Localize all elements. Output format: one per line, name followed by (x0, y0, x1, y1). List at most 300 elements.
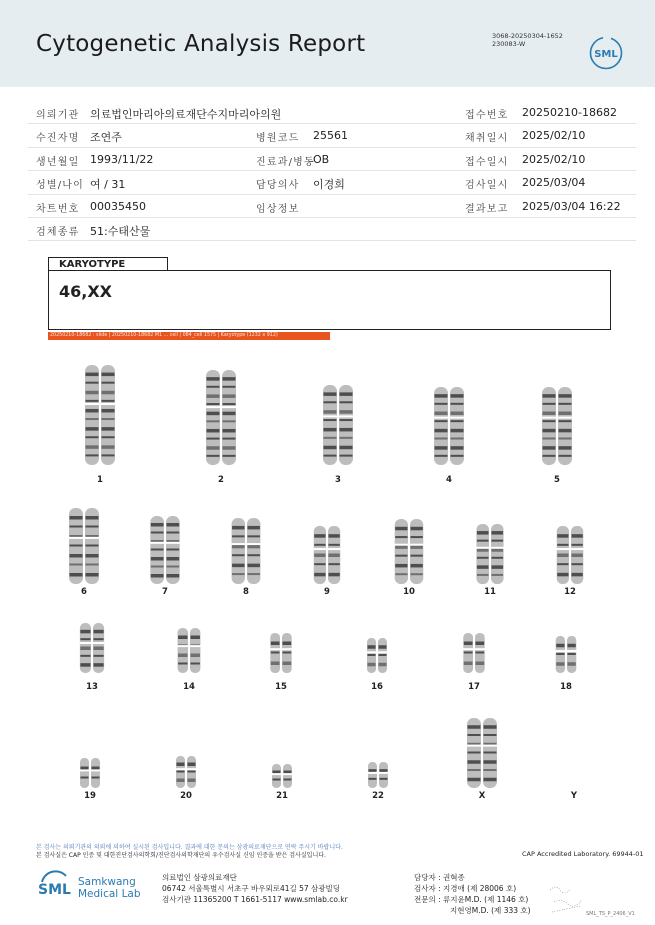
clinical-label: 임상정보 (256, 203, 300, 215)
chromosome-band (102, 427, 115, 431)
chromosome-pair-17 (463, 633, 485, 673)
chromosome-band (556, 644, 564, 648)
chromosome-band (178, 654, 187, 658)
chromosome-band (451, 429, 464, 433)
centromere (339, 415, 354, 417)
chromosome-band (248, 564, 260, 568)
chromosome-band (492, 531, 504, 535)
chromosome-band (191, 636, 200, 640)
chromosome-band (324, 455, 337, 457)
company-logo (36, 868, 161, 912)
address-line1: 의료법인 삼광의료재단 (162, 873, 237, 882)
chromosome-band (468, 760, 481, 764)
centromere (556, 548, 569, 550)
chromosome-pair-2 (206, 370, 237, 465)
chromosome-band (86, 427, 99, 431)
chromosome-label: 1 (97, 475, 103, 485)
centromere (434, 417, 449, 419)
chromosome-band (543, 420, 556, 422)
chromosome-band (151, 574, 164, 578)
chromosome-band (572, 534, 583, 538)
chromosome-label: Y (570, 791, 578, 801)
chromosome-pair-14 (177, 628, 201, 673)
staff-line1: 담당자 : 권혁종 (414, 873, 465, 882)
svg-text:SML: SML (38, 882, 71, 898)
document-id (492, 32, 563, 48)
chromosome-band (167, 566, 180, 568)
chromosome-band (543, 429, 556, 433)
hospital-code-label: 병원코드 (256, 133, 300, 145)
chromosome-band (86, 418, 99, 420)
karyogram-caption-bar: 20250210-18682 : slide | 20250210-18682 M1 ... cell | 084_cell 1575 | Karyotype (1232 x 912) (48, 332, 330, 340)
centromere (379, 772, 389, 774)
chromosome-pair-3 (323, 385, 354, 465)
doctor-value: 이경희 (313, 178, 345, 192)
centromere (176, 768, 186, 770)
centromere (80, 769, 90, 771)
institution-value: 의료법인마리아의료재단수지마리아의원 (90, 108, 282, 121)
chromosome-band (468, 734, 481, 736)
chromosome-band (86, 454, 99, 456)
chromosome-band (86, 436, 99, 438)
chromosome-band (369, 778, 377, 780)
chromosome-band (380, 778, 388, 780)
chromosome-band (435, 429, 448, 433)
chromosome-band (411, 555, 423, 557)
chromosome-label: 11 (484, 587, 496, 597)
staff-line4: 지현영M.D. (제 333 호) (450, 906, 531, 915)
chromosome-band (86, 382, 99, 384)
chromosome-band (86, 373, 99, 377)
chromosome-band (223, 377, 236, 381)
chromosome-pair-4 (434, 387, 465, 465)
report-value: 2025/03/04 16:22 (522, 199, 621, 213)
chromosome-band (151, 532, 164, 534)
chromosome-band (329, 573, 340, 577)
chromosome (80, 758, 89, 788)
info-row (28, 101, 636, 124)
centromere (567, 650, 577, 652)
centromere (558, 417, 573, 419)
chromosome-band (543, 455, 556, 457)
chromosome-band (435, 403, 448, 405)
chromosome-band (484, 752, 497, 754)
chromosome-band (411, 564, 423, 568)
chromosome-band (94, 638, 104, 640)
centromere (368, 772, 378, 774)
chromosome-pair-8 (231, 518, 261, 584)
chromosome (558, 387, 572, 465)
centromere (69, 537, 84, 539)
chromosome (542, 387, 556, 465)
chromosome-label: 18 (560, 682, 572, 692)
info-row (28, 148, 636, 171)
centromere (491, 547, 505, 549)
chromosome-band (324, 428, 337, 432)
chromosome-band (102, 436, 115, 438)
chromosome-band (411, 536, 423, 538)
chromosome-band (324, 419, 337, 421)
chromosome-band (451, 403, 464, 405)
chromosome-pair-13 (79, 623, 104, 673)
document-id-line1: 3068-20250304-1652 (492, 32, 563, 40)
staff-info (414, 872, 531, 916)
chromosome-band (395, 564, 407, 568)
centromere (79, 642, 91, 644)
chromosome-band (477, 574, 489, 576)
chromosome-band (451, 412, 464, 416)
centromere (555, 650, 565, 652)
chromosome-band (464, 662, 473, 666)
chromosome-band (379, 663, 387, 667)
chromosome-band (80, 638, 90, 640)
chromosome (339, 385, 353, 465)
centromere (85, 403, 100, 405)
chromosome-band (80, 663, 90, 667)
chromosome-band (70, 573, 83, 577)
chromosome (450, 387, 464, 465)
chromosome-band (395, 573, 407, 575)
chromosome-pair-1 (85, 365, 116, 465)
chromosome-band (492, 574, 504, 576)
chromosome-band (314, 563, 325, 565)
chromosome-band (329, 563, 340, 565)
chromosome-band (568, 644, 576, 648)
chromosome-band (207, 403, 220, 405)
chromosome-band (223, 420, 236, 422)
address-line3: 검사기관 11365200 T 1661-5117 www.smlab.co.kr (162, 895, 348, 904)
chromosome-band (477, 565, 489, 569)
chromosome-band (232, 526, 244, 530)
staff-line3: 전문의 : 류지윤M.D. (제 1146 호) (414, 895, 529, 904)
chromosome-band (324, 437, 337, 439)
chromosome-band (167, 523, 180, 527)
chromosome-band (273, 779, 281, 781)
chromosome-band (70, 545, 83, 547)
chromosome-band (329, 554, 340, 558)
chromosome-band (556, 662, 564, 666)
chromosome-band (248, 526, 260, 530)
chromosome-pair-X (467, 718, 498, 788)
centromere (476, 547, 490, 549)
chromosome (379, 762, 388, 788)
chromosome-band (395, 527, 407, 531)
chromosome (206, 370, 220, 465)
document-id-line2: 230083-W (492, 40, 526, 48)
chromosome-band (151, 566, 164, 568)
chromosome-band (492, 557, 504, 559)
chromosome-pair-5 (542, 387, 573, 465)
chromosome-band (81, 777, 89, 779)
chromosome-band (86, 391, 99, 395)
chromosome-band (232, 545, 244, 549)
chromosome-band (476, 662, 485, 666)
chromosome-band (86, 573, 99, 577)
exam-value: 2025/03/04 (522, 176, 586, 190)
report-header (0, 0, 655, 87)
chromosome-band (557, 544, 568, 546)
form-code: SML_TS_P_2406_V1 (586, 911, 635, 917)
chromosome-band (167, 532, 180, 534)
chromosome-band (411, 573, 423, 575)
collection-label: 채취일시 (465, 133, 509, 145)
chromosome-band (559, 429, 572, 433)
chromosome-band (572, 563, 583, 565)
centromere (542, 417, 557, 419)
chromosome-band (207, 386, 220, 388)
chromosome-label: 22 (372, 791, 384, 801)
karyotype-value: 46,XX (59, 282, 113, 301)
chromosome-band (435, 438, 448, 440)
chromosome-band (329, 534, 340, 538)
chromosome-band (207, 377, 220, 381)
chromosome-band (559, 438, 572, 440)
chromosome-label: 10 (403, 587, 415, 597)
chromosome-label: 21 (276, 791, 288, 801)
centromere (282, 648, 293, 650)
chromosome-band (207, 446, 220, 450)
dept-value: OB (313, 152, 330, 166)
chromosome-band (248, 535, 260, 537)
chromosome-band (557, 534, 568, 538)
collection-value: 2025/02/10 (522, 129, 586, 143)
chromosome-band (435, 412, 448, 416)
chromosome-band (484, 760, 497, 764)
chromosome-band (177, 763, 185, 767)
centromere (571, 548, 584, 550)
chromosome-band (314, 573, 325, 577)
centromere (187, 768, 197, 770)
chromosome-band (484, 725, 497, 729)
chromosome-band (207, 429, 220, 433)
chromosome-band (314, 554, 325, 558)
chromosome-band (556, 653, 564, 655)
chromosome-band (476, 652, 485, 654)
chromosome-band (340, 410, 353, 414)
chromosome-band (435, 455, 448, 457)
chromosome-label: 14 (183, 682, 195, 692)
chromosome-band (167, 549, 180, 551)
chromosome-band (248, 573, 260, 575)
centromere (378, 651, 388, 653)
chromosome-band (314, 534, 325, 538)
chromosome (178, 628, 188, 673)
chromosome-band (368, 645, 376, 649)
chromosome-pair-7 (150, 516, 180, 584)
chromosome-band (484, 734, 497, 736)
sex-age-label: 성별/나이 (36, 180, 85, 192)
chromosome-band (232, 535, 244, 537)
dept-label: 진료과/병동 (256, 156, 315, 168)
chromosome-band (411, 545, 423, 549)
chromosome-band (191, 663, 200, 665)
institution-label: 의뢰기관 (36, 110, 80, 121)
centromere (93, 642, 105, 644)
chromosome-band (232, 573, 244, 575)
chromosome-band (395, 536, 407, 538)
chromosome-band (435, 394, 448, 398)
received-value: 2025/02/10 (522, 152, 586, 166)
centromere (222, 406, 237, 408)
chromosome-band (248, 554, 260, 556)
chromosome-band (207, 394, 220, 398)
chromosome-pair-9 (313, 526, 341, 584)
chromosome-band (86, 564, 99, 566)
chromosome-band (451, 438, 464, 440)
chromosome-pair-16 (367, 638, 388, 673)
patient-info-table (28, 101, 636, 241)
karyotype-label: KARYOTYPE (48, 257, 168, 271)
chromosome-band (177, 779, 185, 783)
staff-line2: 검사자 : 지경애 (제 28006 호) (414, 884, 517, 893)
chromosome-band (86, 400, 99, 402)
centromere (475, 648, 486, 650)
chromosome-band (557, 554, 568, 558)
chromosome-band (271, 652, 280, 654)
chromosome-band (492, 565, 504, 569)
chromosome-band (568, 662, 576, 666)
centromere (272, 773, 282, 775)
chromosome-band (271, 642, 280, 646)
chromosome-band (468, 769, 481, 771)
sml-logo-icon (589, 36, 623, 70)
chromosome-band (477, 540, 489, 542)
chromosome-pair-22 (368, 762, 389, 788)
chromosome-band (223, 455, 236, 457)
chromosome-label: 12 (564, 587, 576, 597)
chromosome-band (207, 412, 220, 416)
chromosome-band (468, 725, 481, 729)
report-label: 결과보고 (465, 203, 509, 215)
sex-age-value: 여 / 31 (90, 178, 126, 192)
chromosome-label: 17 (468, 682, 480, 692)
chromosome-pair-21 (272, 764, 293, 788)
chromosome-band (102, 373, 115, 377)
receipt-no-value: 20250210-18682 (522, 106, 617, 119)
chromosome-label: 13 (86, 682, 98, 692)
chromosome-band (559, 412, 572, 416)
received-label: 접수일시 (465, 156, 509, 168)
company-name-line1: Samkwang (78, 876, 136, 888)
chromosome-label: 2 (218, 475, 224, 485)
chromosome-band (223, 446, 236, 450)
centromere (247, 543, 261, 545)
chromosome-band (80, 630, 90, 634)
karyogram-image (0, 340, 655, 810)
chromosome-band (94, 663, 104, 667)
info-row (28, 124, 636, 147)
chromosome-band (86, 554, 99, 558)
centromere (313, 548, 326, 550)
centromere (85, 537, 100, 539)
chromosome-band (468, 778, 481, 782)
chromosome (85, 365, 99, 465)
chromosome-band (340, 437, 353, 439)
chromosome-band (188, 779, 196, 783)
centromere (101, 403, 116, 405)
chromosome-label: 15 (275, 682, 287, 692)
chromosome-band (368, 654, 376, 656)
chromosome-band (284, 779, 292, 781)
chromosome-band (271, 662, 280, 666)
chromosome-band (464, 642, 473, 646)
chromosome-band (543, 403, 556, 405)
chromosome-label: 6 (81, 587, 87, 597)
chromosome-band (451, 420, 464, 422)
chromosome-band (248, 545, 260, 549)
chromosome-band (477, 531, 489, 535)
chromosome-band (86, 409, 99, 413)
chromosome-band (151, 549, 164, 551)
chromosome-band (151, 557, 164, 561)
signature-icon (548, 880, 588, 916)
chromosome-pair-19 (80, 758, 101, 788)
chromosome-band (379, 654, 387, 656)
chromosome-band (232, 564, 244, 568)
chromosome-label: 19 (84, 791, 96, 801)
chromosome-band (178, 663, 187, 665)
dob-label: 생년월일 (36, 156, 80, 168)
chromosome (101, 365, 115, 465)
chromosome-band (283, 652, 292, 654)
chromosome-band (324, 392, 337, 396)
centromere (410, 544, 424, 546)
chromosome-band (188, 771, 196, 773)
chromosome-band (477, 557, 489, 559)
chromosome-band (70, 554, 83, 558)
centromere (177, 645, 188, 647)
chromosome-band (167, 557, 180, 561)
chromosome-band (86, 516, 99, 520)
doctor-label: 담당의사 (256, 180, 300, 192)
centromere (463, 648, 474, 650)
centromere (394, 544, 408, 546)
chromosome-band (557, 563, 568, 565)
company-address (162, 872, 348, 905)
chromosome-band (451, 446, 464, 450)
chromosome-band (102, 445, 115, 449)
chromosome-pair-18 (555, 636, 577, 673)
chromosome-band (572, 544, 583, 546)
chromosome-band (151, 523, 164, 527)
centromere (206, 406, 221, 408)
chromosome (91, 758, 100, 788)
chromosome-band (543, 438, 556, 440)
centromere (323, 415, 338, 417)
chromosome-label: 20 (180, 791, 192, 801)
chromosome-band (70, 526, 83, 528)
chromosome-band (324, 401, 337, 403)
chromosome-band (572, 554, 583, 558)
specimen-value: 51:수태산물 (90, 224, 151, 238)
karyotype-box (48, 270, 611, 330)
chromosome-band (223, 386, 236, 388)
chromosome-label: 4 (446, 475, 452, 485)
chromosome-band (223, 412, 236, 416)
chromosome-band (340, 428, 353, 432)
chromosome-label: X (478, 791, 486, 801)
chromosome-band (314, 544, 325, 546)
chromosome-band (476, 642, 485, 646)
chromosome-pair-12 (556, 526, 584, 584)
chromosome-band (223, 429, 236, 433)
chromosome (272, 764, 281, 788)
info-row (28, 218, 636, 241)
centromere (367, 651, 377, 653)
centromere (483, 745, 498, 747)
centromere (467, 745, 482, 747)
chromosome-band (94, 630, 104, 634)
